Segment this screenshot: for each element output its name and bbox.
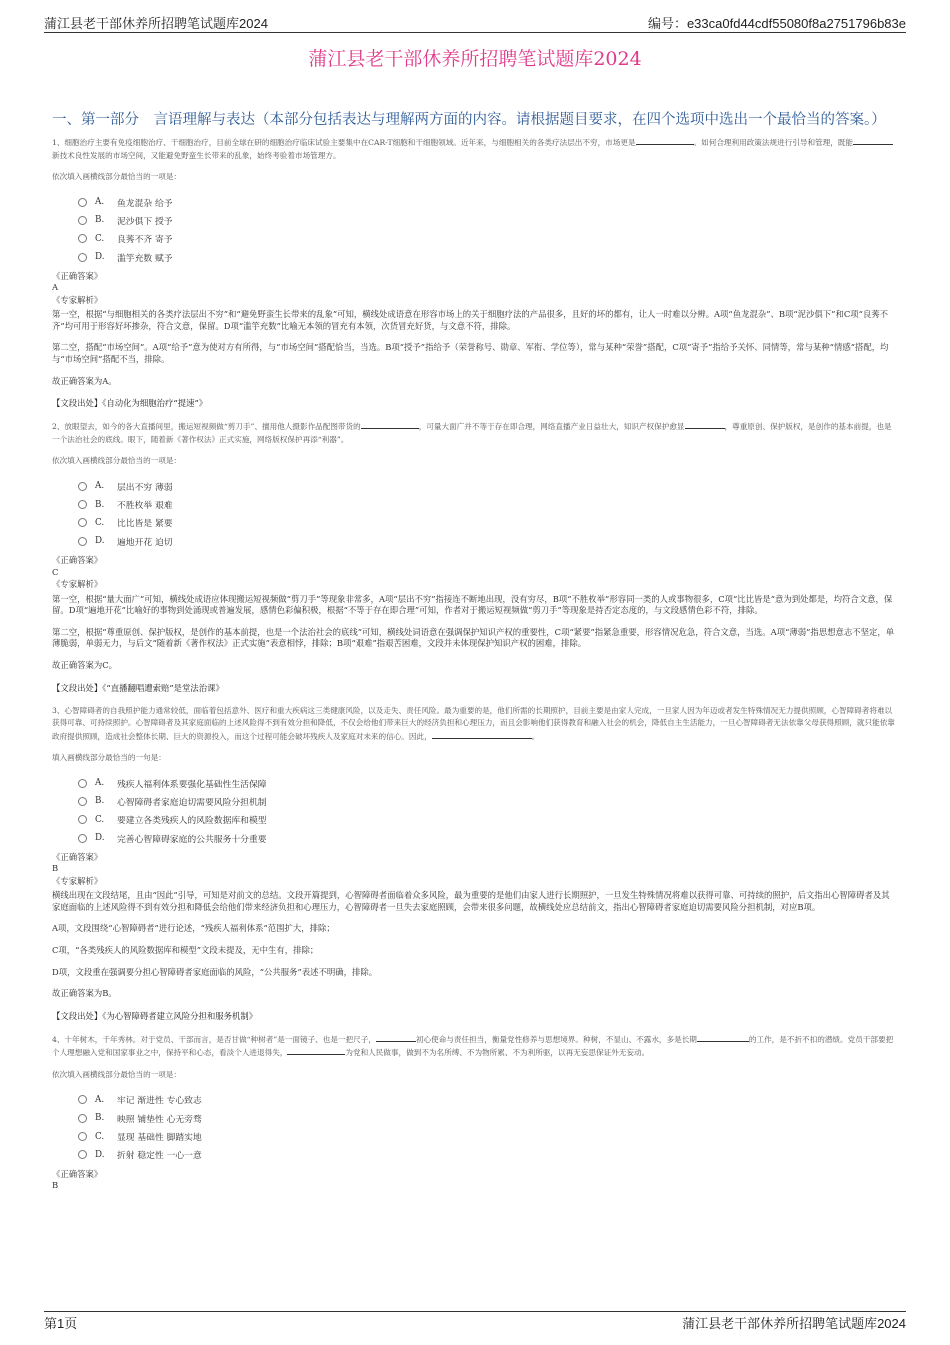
footer-title: 蒲江县老干部休养所招聘笔试题库2024 (682, 1316, 906, 1331)
analysis-paragraph: 横线出现在文段结尾，且由“因此”引导，可知是对前文的总结。文段开篇提到，心智障碍者面临着众多风险，最为重要的是他们由家人进行长期照护，一旦发生特殊情况将难以获得可靠、可持续的照护，后文指出心智障碍者及其家庭面临的上述风险得不到有效分担和降低会给他们带来经济负担和心理压力，心智障碍者一旦失去家庭照顾，会带来很多问题，故横线处应总结前文，指出心智障碍者家庭迫切需要风险分担机制，对应B项。 (52, 890, 890, 912)
analysis-paragraph: 第一空，根据“量大面广”可知，横线处成语应体现搬运短视频做“剪刀手”等现象非常多，A项“层出不穷”指接连不断地出现，没有穷尽，B项“不胜枚举”形容同一类的人或事物很多，C项“比比皆是”意为到处都是，均符合文意，保留。D项“遍地开花”比喻好的事物到处涌现或普遍发展，感情色彩偏积极，根据“不等于存在即合理”可知，作者对于搬运短视频做“剪刀手”等现象是持否定态度的，与文段感情色彩不符，排除。 (52, 593, 893, 616)
question-3 (52, 705, 898, 1022)
option-b[interactable]: B. 映照 铺垫性 心无旁骛 (78, 1109, 898, 1127)
question-text: 1、细胞治疗主要有免疫细胞治疗、干细胞治疗，目前全球在研的细胞治疗临床试验主要集中在CAR-T细胞和干细胞领域。近年来，与细胞相关的各类疗法层出不穷，市场更是 。如何合理利用政策法规进行引导和管理，既能新技术良性发展的市场空间，又能避免野蛮生长带来的乱象，始终考验着市场管理方。 (52, 136, 898, 162)
option-d[interactable]: D. 滥竽充数 赋予 (78, 248, 898, 266)
options-list (78, 774, 898, 847)
radio-icon[interactable] (78, 1150, 87, 1159)
analysis-paragraph: A项，文段围绕“心智障碍者”进行论述，“残疾人福利体系”范围扩大，排除； (52, 923, 335, 934)
answer-label: 《正确答案》 (52, 852, 103, 863)
analysis-paragraph: 故正确答案为A。 (52, 375, 117, 386)
answer-value: C (52, 566, 59, 577)
option-a[interactable]: A. 残疾人福利体系要强化基础性生活保障 (78, 774, 898, 792)
source-citation: 【文段出处】《“直播翻唱遭索赔”是堂法治课》 (52, 682, 224, 693)
analysis-label: 《专家解析》 (52, 875, 103, 886)
question-text: 3、心智障碍者的自我照护能力通常较低，面临着包括意外、医疗和重大疾病这三类健康风险，以及走失、责任风险。最为重要的是，他们所需的长期照护，目前主要是由家人完成，一旦家人因为年迈或者发生特殊情况无力提供照顾，心智障碍者将难以获得可靠、可持续照护。心智障碍者及其家庭面临的上述风险得不到有效分担和降低，不仅会给他们带来巨大的经济负担和心理压力，而且会影响他们获得教育和融入社会的机会，降低自主生活能力，一旦心智障碍者无法依靠父母获得照顾，就只能依靠政府提供照顾，造成社会整体长期、巨大的资源投入，而这个过程可能会破坏残疾人及家庭对未来的信心。因此， 。 (52, 705, 895, 741)
radio-icon[interactable] (78, 537, 87, 546)
radio-icon[interactable] (78, 216, 87, 225)
question-prompt: 填入画横线部分最恰当的一句是： (52, 753, 166, 762)
option-b[interactable]: B. 心智障碍者家庭迫切需要风险分担机制 (78, 792, 898, 810)
option-a[interactable]: A. 鱼龙混杂 给予 (78, 193, 898, 211)
analysis-label: 《专家解析》 (52, 579, 103, 590)
analysis-paragraph: D项，文段重在强调要分担心智障碍者家庭面临的风险，“公共服务”表述不明确，排除。 (52, 966, 378, 977)
option-b[interactable]: B. 泥沙俱下 授予 (78, 211, 898, 229)
radio-icon[interactable] (78, 198, 87, 207)
header-title: 蒲江县老干部休养所招聘笔试题库2024 (44, 16, 268, 31)
header-divider (44, 32, 906, 33)
question-prompt: 依次填入画横线部分最恰当的一项是： (52, 1069, 182, 1079)
radio-icon[interactable] (78, 779, 87, 788)
option-c[interactable]: C. 显现 基础性 脚踏实地 (78, 1127, 898, 1145)
option-a[interactable]: A. 层出不穷 薄弱 (78, 477, 898, 495)
answer-label: 《正确答案》 (52, 271, 103, 282)
question-prompt: 依次填入画横线部分最恰当的一项是： (52, 172, 182, 181)
question-1 (52, 136, 898, 409)
analysis-paragraph: 第一空，根据“与细胞相关的各类疗法层出不穷”和“避免野蛮生长带来的乱象”可知，横线处成语意在形容市场上的关于细胞疗法的产品很多，且好的坏的都有，让人一时难以分辨。A项“鱼龙混杂”、B项“泥沙俱下”和C项“良莠不齐”均可用于形容好坏掺杂，符合文意，保留。D项“滥竽充数”比喻无本领的冒充有本领，次货冒充好货，与文意不符，排除。 (52, 309, 889, 331)
analysis-paragraph: 故正确答案为C。 (52, 659, 118, 670)
analysis-paragraph: 第二空，搭配“市场空间”。A项“给予”意为使对方有所得，与“市场空间”搭配恰当，当选。B项“授予”指给予（荣誉称号、勋章、军衔、学位等），常与某种“荣誉”搭配，C项“寄予”指给予关怀、同情等，常与某种“情感”搭配，均与“市场空间”搭配不当，排除。 (52, 342, 889, 365)
question-text: 2、放眼望去，如今的各大直播间里，搬运短视频做“剪刀手”、擅用他人摄影作品配图带货的 ，可量大面广并不等于存在即合理，网络直播产业日益壮大，知识产权保护愈显 ，尊重原创、保护版权，是创作的基本前提，也是一个法治社会的底线。眼下，随着新《著作权法》正式实施，网络版权保护再添“利器”。 (52, 422, 892, 444)
page-number: 第1页 (44, 1316, 78, 1331)
source-citation: 【文段出处】《为心智障碍者建立风险分担和服务机制》 (52, 1010, 258, 1021)
options-list (78, 1091, 898, 1164)
page-title: 蒲江县老干部休养所招聘笔试题库2024 (308, 48, 642, 70)
radio-icon[interactable] (78, 500, 87, 509)
radio-icon[interactable] (78, 834, 87, 843)
page-header (44, 13, 906, 33)
question-prompt: 依次填入画横线部分最恰当的一项是： (52, 456, 182, 466)
option-c[interactable]: C. 良莠不齐 寄予 (78, 230, 898, 248)
options-list (78, 477, 898, 550)
option-b[interactable]: B. 不胜枚举 艰难 (78, 496, 898, 514)
option-c[interactable]: C. 比比皆是 紧要 (78, 514, 898, 532)
document-body (52, 110, 898, 1192)
option-d[interactable]: D. 遍地开花 迫切 (78, 532, 898, 550)
header-code: 编号：e33ca0fd44cdf55080f8a2751796b83e (647, 16, 906, 31)
analysis-paragraph: 故正确答案为B。 (52, 988, 117, 999)
option-d[interactable]: D. 折射 稳定性 一心一意 (78, 1146, 898, 1164)
answer-label: 《正确答案》 (52, 1169, 103, 1180)
question-4 (52, 1033, 898, 1192)
answer-value: B (52, 1180, 59, 1191)
page-footer (44, 1313, 906, 1331)
radio-icon[interactable] (78, 797, 87, 806)
options-list (78, 193, 898, 266)
radio-icon[interactable] (78, 253, 87, 262)
question-2 (52, 420, 898, 693)
analysis-paragraph: 第二空，根据“尊重原创、保护版权，是创作的基本前提，也是一个法治社会的底线”可知，横线处词语意在强调保护知识产权的重要性，C项“紧要”指紧急重要，形容情况危急，符合文意，当选。A项“薄弱”指思想意志不坚定，单薄脆弱，单弱无力，与后文“随着新《著作权法》正式实施”表意相悖，排除；B项“艰难”指艰苦困难，文段并未体现保护知识产权的困难，排除。 (52, 626, 895, 649)
section-heading: 一、第一部分 言语理解与表达（本部分包括表达与理解两方面的内容。请根据题目要求，在四个选项中选出一个最恰当的答案。） (52, 112, 886, 128)
option-a[interactable]: A. 牢记 渐进性 专心致志 (78, 1091, 898, 1109)
answer-label: 《正确答案》 (52, 555, 103, 566)
radio-icon[interactable] (78, 1132, 87, 1141)
answer-value: A (52, 282, 59, 293)
radio-icon[interactable] (78, 482, 87, 491)
radio-icon[interactable] (78, 1095, 87, 1104)
analysis-label: 《专家解析》 (52, 294, 103, 305)
option-d[interactable]: D. 完善心智障碍家庭的公共服务十分重要 (78, 829, 898, 847)
footer-divider (44, 1311, 906, 1312)
answer-value: B (52, 863, 59, 874)
option-c[interactable]: C. 要建立各类残疾人的风险数据库和模型 (78, 811, 898, 829)
radio-icon[interactable] (78, 518, 87, 527)
radio-icon[interactable] (78, 234, 87, 243)
source-citation: 【文段出处】《自动化为细胞治疗“提速”》 (52, 398, 208, 409)
radio-icon[interactable] (78, 815, 87, 824)
radio-icon[interactable] (78, 1114, 87, 1123)
question-text: 4、十年树木，千年秀林。对于党员、干部而言，是否甘做“种树者”是一面镜子、也是一把尺子， 初心使命与责任担当，衡量党性修养与思想境界。种树，不显山、不露水，多是长期 的工作，是不折不扣的潜绩。党员干部要把个人理想融入党和国家事业之中，保持平和心态，看淡个人进退得失， 为党和人民做事，做到不为名所缚、不为物所累、不为利所驱，以再无妄思保证外无妄动。 (52, 1034, 894, 1058)
analysis-paragraph: C项，“各类残疾人的风险数据库和模型”文段未提及，无中生有，排除； (52, 945, 319, 956)
